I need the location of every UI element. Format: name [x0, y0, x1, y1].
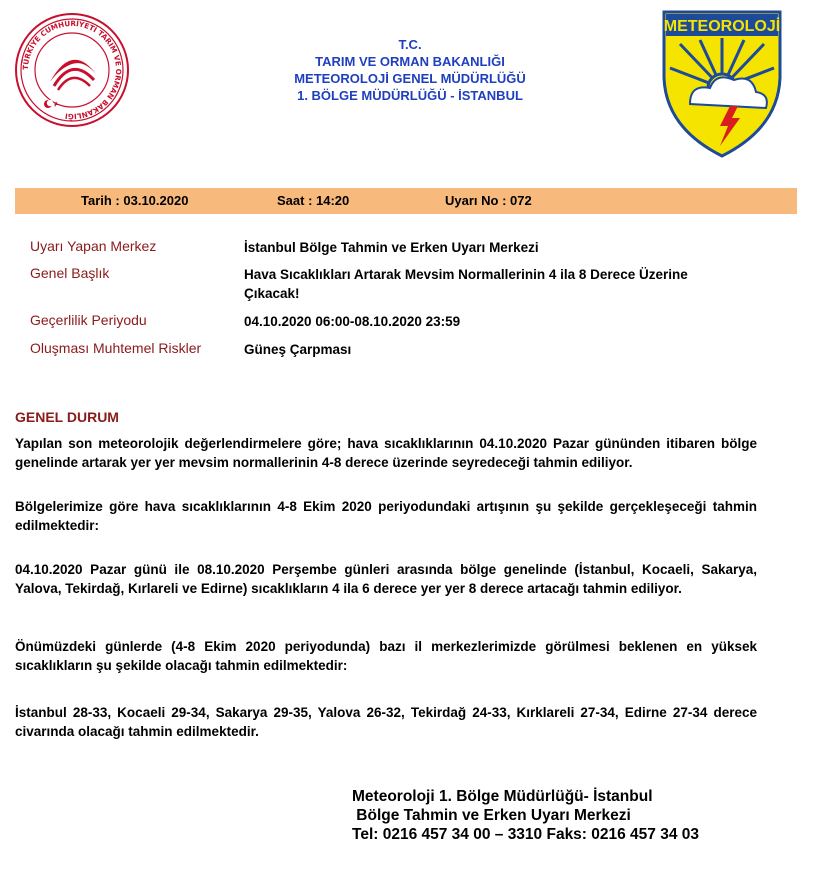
- meta-label-risks: Oluşması Muhtemel Riskler: [30, 340, 202, 356]
- meta-value-title: Hava Sıcaklıkları Artarak Mevsim Normallerinin 4 ila 8 Derece Üzerine Çıkacak!: [244, 267, 688, 301]
- warning-date: Tarih : 03.10.2020: [81, 193, 189, 208]
- footer-line-1: Meteoroloji 1. Bölge Müdürlüğü- İstanbul: [352, 788, 653, 805]
- contact-footer: [352, 787, 699, 844]
- meta-label-title: Genel Başlık: [30, 265, 110, 281]
- warning-number: Uyarı No : 072: [445, 193, 532, 208]
- footer-line-2: Bölge Tahmin ve Erken Uyarı Merkezi: [352, 807, 631, 824]
- warning-info-band: [15, 188, 797, 214]
- general-situation-title: GENEL DURUM: [15, 409, 119, 425]
- meta-value-period: 04.10.2020 06:00-08.10.2020 23:59: [244, 314, 461, 329]
- general-paragraph-4: Önümüzdeki günlerde (4-8 Ekim 2020 periyodunda) bazı il merkezlerimizde görülmesi beklenen en yüksek sıcaklıkların şu şekilde olacağı tahmin edilmektedir:: [15, 639, 757, 673]
- header-line-4: 1. BÖLGE MÜDÜRLÜĞÜ - İSTANBUL: [297, 88, 523, 103]
- ministry-seal-icon: [14, 12, 130, 128]
- meta-label-center: Uyarı Yapan Merkez: [30, 238, 157, 254]
- meta-value-center: İstanbul Bölge Tahmin ve Erken Uyarı Merkezi: [244, 240, 539, 255]
- general-paragraph-5: İstanbul 28-33, Kocaeli 29-34, Sakarya 29-35, Yalova 26-32, Tekirdağ 24-33, Kırklareli 27-34, Edirne 27-34 derece civarında olacağı tahmin edilmektedir.: [15, 705, 757, 739]
- header-line-3: METEOROLOJİ GENEL MÜDÜRLÜĞÜ: [294, 71, 526, 86]
- header-line-1: T.C.: [398, 37, 422, 52]
- meta-value-risks: Güneş Çarpması: [244, 342, 352, 357]
- general-paragraph-1: Yapılan son meteorolojik değerlendirmelere göre; hava sıcaklıklarının 04.10.2020 Pazar gününden itibaren bölge genelinde artarak yer yer mevsim normallerinin 4-8 derece üzerinde seyredeceği tahmin ediliyor.: [15, 436, 757, 470]
- header-line-2: TARIM VE ORMAN BAKANLIĞI: [315, 54, 505, 69]
- meteoroloji-logo-text: METEOROLOJİ: [663, 18, 781, 35]
- general-paragraph-2: Bölgelerimize göre hava sıcaklıklarının 4-8 Ekim 2020 periyodundaki artışının şu şekilde gerçekleşeceği tahmin edilmektedir:: [15, 499, 757, 533]
- warning-time: Saat : 14:20: [277, 193, 350, 208]
- general-paragraph-3: 04.10.2020 Pazar günü ile 08.10.2020 Perşembe günleri arasında bölge genelinde (İstanbul, Kocaeli, Sakarya, Yalova, Tekirdağ, Kırlareli ve Edirne) sıcaklıkların 4 ila 6 derece yer yer 8 derece artacağı tahmin ediliyor.: [15, 562, 757, 596]
- meteoroloji-shield-icon: [660, 8, 784, 158]
- seal-text: TÜRKİYE CUMHURİYETİ TARIM VE ORMAN BAKANLIĞI: [20, 18, 124, 122]
- document-header: [180, 36, 640, 104]
- footer-line-3: Tel: 0216 457 34 00 – 3310 Faks: 0216 457 34 03: [352, 826, 700, 843]
- meta-label-period: Geçerlilik Periyodu: [30, 312, 147, 328]
